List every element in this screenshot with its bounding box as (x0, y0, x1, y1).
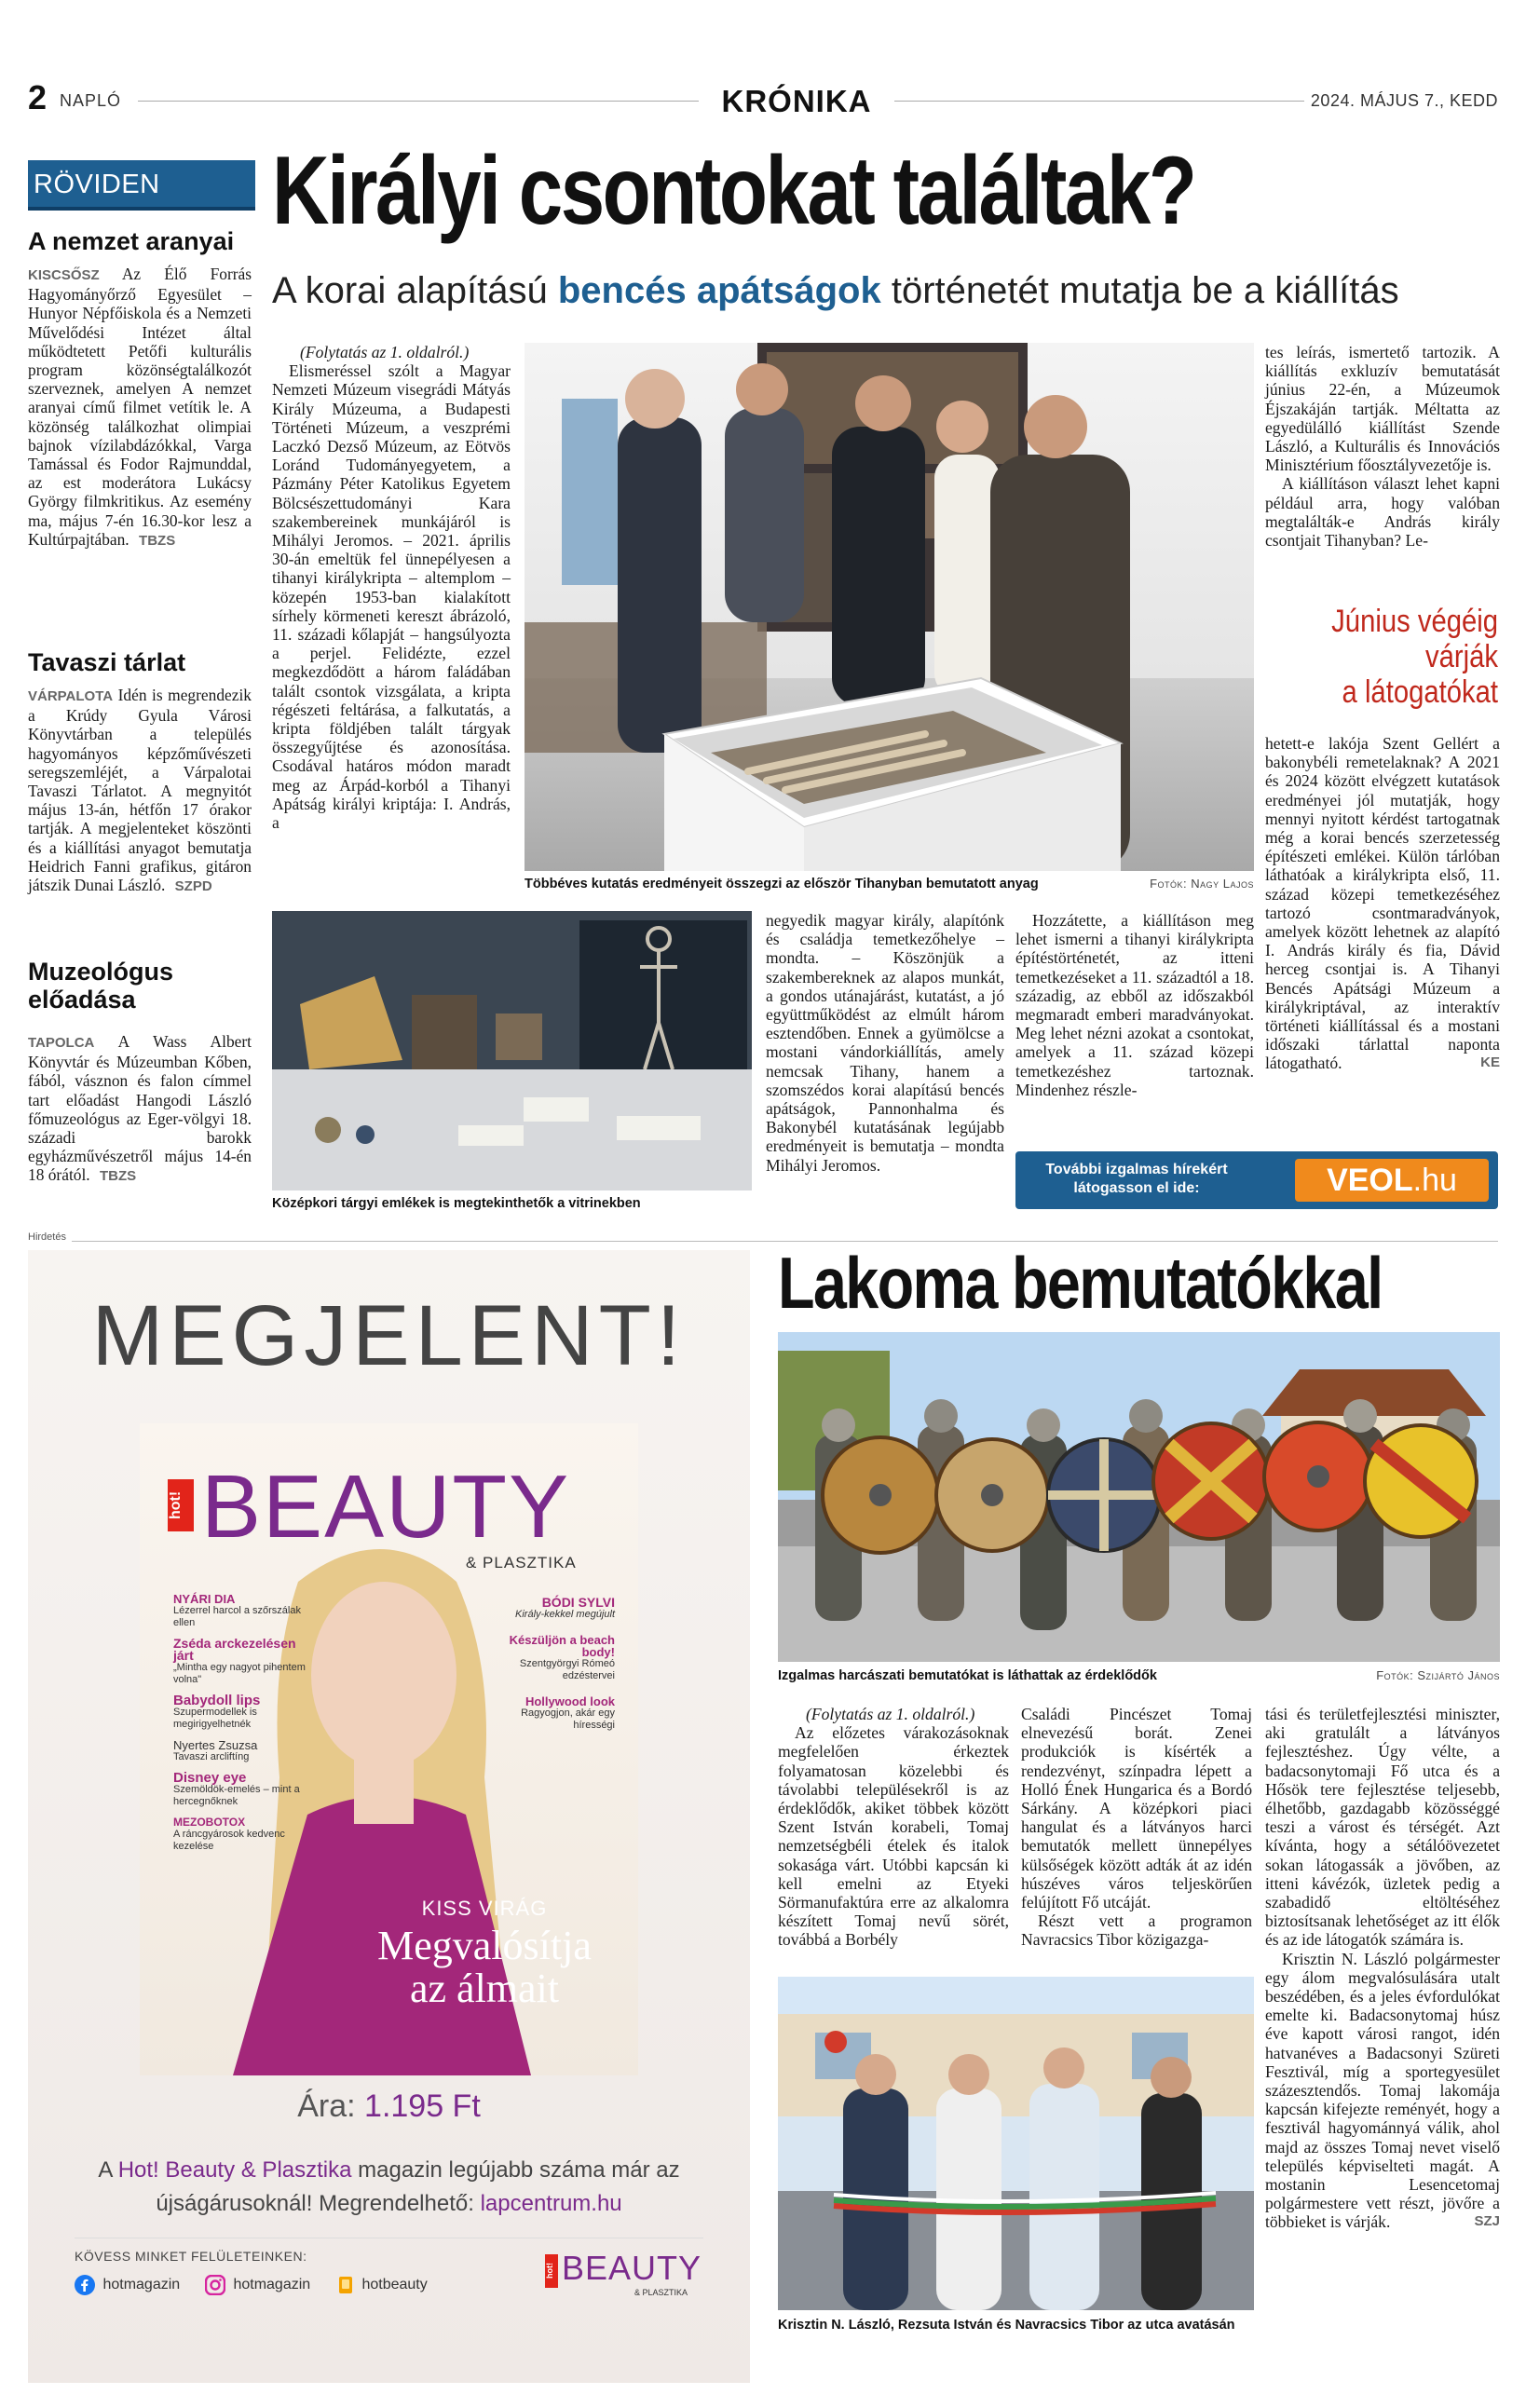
brief-heading-2: Tavaszi tárlat (28, 648, 186, 676)
footer-logo-plasztika: & PLASZTIKA (634, 2288, 688, 2297)
ad-description (84, 2154, 694, 2221)
brief-body-1: Az Élő Forrás Hagyományőrző Egyesület – Hunyor Népfőiskola és a Nemzeti Művelődési Intézet által működtetett Petőfi kulturális program közönségtalálkozót szerveznek, amelyen A nemzet aranyai című filmet vetítik le. A közönség találkozhat olimpiai bajnok vízilabdázókkal, Varga Tamással és Fodor Rajmunddal, az est moderátora Lukácsy György filmkritikus. Az esemény ma, május 7-én 16.30-kor lesz a Kultúrpajtában. (28, 265, 252, 549)
header-rule-left (138, 101, 699, 102)
cover-plasztika: & PLASZTIKA (466, 1554, 577, 1571)
pullquote-line2: várják (1424, 639, 1498, 674)
hotbeauty-link[interactable] (337, 2275, 428, 2295)
article2-col3-text: tási és területfejlesztési miniszter, aki gratulált a látványos fejlesztéshez. Úgy vélte, a badacsonytomaji Fő utca és a Hősök tere fejlesztése teljesebb, élhetőbb, gazdagabb közösséggé teszi a várost és térségét. Azt kívánta, hogy a sétálóövezetet sokan látogassák a jövőben, az itteni kávézók, üzletek pedig a szabadidő eltöltéséhez biztosítsanak lehetőséget az itt élők és az ide látogatók számára is. (1265, 1705, 1500, 1950)
header-rule-right (894, 101, 1304, 102)
page-number: 2 (28, 78, 48, 116)
price-value: 1.195 Ft (364, 2088, 481, 2124)
brief-signature-2: SZPD (174, 878, 212, 895)
desc-brand: Hot! Beauty & Plasztika (117, 2157, 352, 2183)
instagram-handle: hotmagazin (233, 2277, 311, 2292)
ribbon-cutting-photo (778, 1977, 1254, 2310)
cover-left-text-3: Szupermodellek is megirigyelhetnék (173, 1707, 257, 1730)
vitrine-photo (272, 911, 752, 1190)
cover-left-text-2: „Mintha egy nagyot pihentem volna" (173, 1662, 306, 1685)
subhead-highlight: bencés apátságok (557, 270, 881, 311)
article2-continuation: (Folytatás az 1. oldalról.) (806, 1705, 975, 1723)
cover-left-title-5: Disney eye (173, 1770, 247, 1786)
ad-label: Hirdetés (28, 1231, 72, 1243)
sidebar-title: RÖVIDEN (34, 170, 160, 199)
magazine-cover (140, 1423, 638, 2075)
article1-subhead (272, 270, 1399, 312)
pullquote-line3: a látogatókat (1342, 674, 1498, 710)
price-label: Ára: (297, 2088, 356, 2124)
veol-logo[interactable] (1295, 1159, 1489, 1202)
cover-left-items (173, 1593, 313, 1853)
cover-right-title-3: Hollywood look (525, 1694, 615, 1708)
brief-text-3 (28, 1032, 252, 1187)
article1-col4-bottom (1265, 734, 1500, 1073)
sidebar-title-box (28, 160, 255, 211)
hotbeauty-handle: hotbeauty (361, 2277, 428, 2292)
subhead-part1: A korai alapítású (272, 270, 548, 311)
article2-photo2-caption: Krisztin N. László, Rezsuta István és Navracsics Tibor az utca avatásán (778, 2318, 1235, 2333)
facebook-handle: hotmagazin (102, 2277, 181, 2292)
instagram-link[interactable] (205, 2275, 310, 2295)
desc-mid: magazin legújabb száma már az újságárusoknál! Megrendelhető: (156, 2157, 680, 2216)
article1-col3-text: Hozzátette, a kiállításon meg lehet ismerni a tihanyi királykripta építéstörténetét, az itteni temetkezéseket a 11. századtól a 18. századig, az ebből az időszakból megmaradt emberi maradványokat. Meg lehet nézni azokat a csontokat, amelyek a 11. század közepi temetkezéshez tartoznak. Mindenhez részle- (1015, 911, 1254, 1099)
footer-logo-beauty: BEAUTY (562, 2249, 702, 2287)
veol-tld: .hu (1412, 1163, 1457, 1198)
vitrine-scene (272, 911, 752, 1190)
cover-right-text-3: Ragyogjon, akár egy hírességi (521, 1707, 615, 1731)
section-title: KRÓNIKA (721, 84, 872, 118)
photo2-caption: Középkori tárgyi emlékek is megtekinthetők a vitrinekben (272, 1196, 641, 1211)
paper-name: NAPLÓ (60, 91, 122, 110)
brief-location-1: KISCSŐSZ (28, 267, 100, 283)
pullquote (1265, 604, 1498, 710)
cover-beauty: BEAUTY (201, 1457, 571, 1557)
facebook-link[interactable] (75, 2275, 180, 2295)
cover-right-title-2: Készüljön a beach body! (509, 1633, 615, 1659)
cover-left-text-6: A ráncgyárosok kedvenc kezelése (173, 1829, 285, 1852)
order-link[interactable]: lapcentrum.hu (480, 2191, 622, 2216)
viking-shields-photo (778, 1332, 1500, 1662)
hotbeauty-icon (337, 2275, 354, 2295)
ribbon-scene (778, 1977, 1254, 2310)
cover-left-title-6: MEZOBOTOX (173, 1816, 246, 1829)
museum-exhibit-photo (525, 343, 1254, 871)
article1-continuation: (Folytatás az 1. oldalról.) (300, 343, 470, 361)
follow-label: KÖVESS MINKET FELÜLETEINKEN: (75, 2249, 307, 2264)
article1-headline: Királyi csontokat találtak? (272, 137, 1195, 245)
article1-col4-bottom-text: hetett-e lakója Szent Gellért a bakonybéli remetelaknak? A 2021 és 2024 között elvégzett kutatások eredményei jól mutatják, hogy mennyi nyitott kérdést tartogatnak még a korai bencés szerzetesség építészeti emlékei. Külön tárlóban láthatóak a királykripta első, 11. század közepi temetkezéséhez tartozó csontmaradványok, amelyek között lehetnek az alapító I. András király és fia, Dávid herceg csontjai is. A Tihanyi Bencés Apátsági Múzeum a királykriptával, az interaktív történeti kiállítással és a mostani időszaki tárlattal naponta látogatható. (1265, 734, 1500, 1073)
social-links (75, 2275, 522, 2303)
veol-text-line2: látogasson el ide: (1073, 1180, 1200, 1196)
veol-brand: VEOL (1327, 1163, 1413, 1198)
article2-col2b-text: Részt vett a programon Navracsics Tibor közigazga- (1021, 1911, 1252, 1950)
photo1-credit: Fotók: Nagy Lajos (1150, 877, 1254, 891)
article1-col4-top: tes leírás, ismertető tartozik. A kiállítás exkluzív bemutatását június 22-én, a Múzeumok Éjszakáján tartják. Méltatta az egyedülálló kiállítást Szende László, a Kulturális és Innovációs Minisztérium főosztályvezetője is. (1265, 343, 1500, 475)
brief-signature-3: TBZS (100, 1168, 137, 1185)
brief-heading-1: A nemzet aranyai (28, 227, 235, 255)
veol-text-line1: További izgalmas hírekért (1045, 1162, 1228, 1177)
article2-col2 (1021, 1705, 1252, 1950)
desc-pre: A (98, 2157, 113, 2183)
article2-photo1-credit: Fotók: Szijártó János (1376, 1668, 1500, 1682)
ad-footer-logo (545, 2249, 713, 2299)
cover-left-title-2: Zséda arckezelésen járt (173, 1636, 296, 1663)
photo1-caption: Többéves kutatás eredményeit összegzi az először Tihanyban bemutatott anyag (525, 877, 1039, 891)
article2-col1-text: Az előzetes várakozásoknak megfelelően érkeztek folyamatosan közelebbi és távolabbi településekről is az érdeklődők, akiket többek között Szent István korabeli, Tomaj nemzetségbéli ételek és italok sokasága várt. Utóbbi kapcsán ki kell emelni az Etyeki Sörmanufaktúra erre az alkalomra készített Tomaj nevű sörét, továbbá a Borbély (778, 1723, 1009, 1950)
article1-col1 (272, 343, 511, 832)
veol-banner[interactable] (1015, 1151, 1498, 1209)
cover-right-text-1: Király-kekkel megújult (515, 1609, 615, 1620)
cover-left-text-1: Lézerrel harcol a szőrszálak ellen (173, 1605, 301, 1628)
facebook-icon (75, 2275, 95, 2295)
cover-star-name: KISS VIRÁG (421, 1897, 548, 1920)
pullquote-line1: Június végéig (1331, 604, 1498, 639)
cover-quote-line1: Megvalósítja (377, 1923, 592, 1968)
article2-headline: Lakoma bemutatókkal (778, 1242, 1383, 1324)
brief-body-2: Idén is megrendezik a Krúdy Gyula Városi Könyvtárban a település hagyományos képzőművészeti seregszemléjét, a Várpalotai Tavaszi Tárlatot. A megnyitót május 13-án, hétfőn 17 órakor tartják. A megjelenteket köszönti és a kiállítási anyagot bemutatja Heidrich Fanni grafikus, gitáron játszik Dunai László. (28, 686, 252, 895)
brief-heading-3: Muzeológus előadása (28, 958, 173, 1014)
article2-photo1-caption: Izgalmas harcászati bemutatókat is láthattak az érdeklődők (778, 1668, 1157, 1683)
cover-left-title-4: Nyertes Zsuzsa (173, 1738, 258, 1752)
article1-col4 (1265, 343, 1500, 550)
article2-signature: SZJ (1474, 2213, 1500, 2230)
veol-banner-text (1015, 1161, 1258, 1198)
brief-location-3: TAPOLCA (28, 1035, 95, 1051)
subhead-part3: történetét mutatja be a kiállítás (891, 270, 1399, 311)
article2-col3 (1265, 1705, 1500, 2232)
cover-right-title-1: BÓDI SYLVI (541, 1595, 615, 1610)
brief-text-2 (28, 686, 252, 896)
sidebar-briefs (28, 160, 255, 1222)
instagram-icon (205, 2275, 225, 2295)
article1-col4-top2: A kiállításon választ lehet kapni például arra, hogy valóban megtalálták-e András király csontjait Tihanyban? Le- (1265, 474, 1500, 551)
article1-col3 (1015, 911, 1254, 1099)
brief-signature-1: TBZS (139, 532, 176, 549)
ad-headline: MEGJELENT! (91, 1288, 687, 1383)
cover-left-text-5: Szemöldök-emelés – mint a hercegnőknek (173, 1784, 300, 1807)
cover-star-quote (345, 1925, 624, 2010)
brief-text-1 (28, 265, 252, 551)
article2-col2-text: Családi Pincészet Tomaj elnevezésű borát. Zenei produkciók is kísérték a rendezvényt, színpadra lépett a Holló Ének Hungarica és a Bordó Sárkány. A középkori piaci hangulat és a látványos harci bemutatók mellett ünnepélyes külsőségek között adták át az idén húszéves város teljeskörűen felújított Fő utcáját. (1021, 1705, 1252, 1912)
cover-left-title-1: NYÁRI DIA (173, 1592, 236, 1606)
cover-left-text-4: Tavaszi arcliftíng (173, 1751, 250, 1762)
cover-right-text-2: Szentgyörgyi Rómeó edzéstervei (519, 1658, 615, 1681)
exhibit-scene (525, 343, 1254, 871)
cover-hot: hot! (168, 1479, 194, 1531)
article1-col2 (766, 911, 1004, 1175)
cover-quote-line2: az álmait (409, 1966, 559, 2011)
article1-signature: KE (1480, 1054, 1500, 1071)
article2-col3b-text: Krisztin N. László polgármester egy álom megvalósulására utalt beszédében, és a jeles évfordulókat emelte ki. Badacsonytomaj húsz éve kapott városi rangot, idén hatvanéves a Badacsonyi Szüreti Fesztivál, míg a sportegyesület százesztendős. Tomaj lakomája kapcsán kifejezte reményét, hogy a fesztivál hagyománnyá válik, ahol majd az összes Tomaj nevet viselő település képviselteti magát. A mostanin Lesencetomaj polgármestere vett részt, jövőre a többieket is várják. (1265, 1949, 1500, 2232)
cover-left-title-3: Babydoll lips (173, 1693, 261, 1708)
footer-logo-hot: hot! (545, 2254, 558, 2288)
page-header (28, 78, 1498, 121)
magazine-ad[interactable] (28, 1250, 750, 2383)
cover-right-items (494, 1597, 615, 1732)
article1-col1-text: Elismeréssel szólt a Magyar Nemzeti Múzeum visegrádi Mátyás Király Múzeuma, a Budapesti Történeti Múzeum, a veszprémi Laczkó Dezső Múzeum, az Eötvös Loránd Tudományegyetem, a Pázmány Péter Katolikus Egyetem Bölcsészettudományi Kara szakembereinek munkájáról is Mihályi Jeromos. – 2021. április 30-án emeltük fel ünnepélyesen a tihanyi királykripta – altemplom – közepén 1953-ban kialakított sírhely körmeneti kereszt ábrázoló, 11. századi kőlapját – hangsúlyozta a perjel. Felidézte, ezzel megkezdődött a három faládában talált csontok vizsgálata, a kripta régészeti feltárása, a falkutatás, a kripta földjében talált tárgyak összegyűjtése és azonosítása. Csodával határos módon maradt meg az Árpád-korból a Tihanyi Apátság királyi kriptája: I. András, a (272, 361, 511, 833)
article2-col1 (778, 1705, 1009, 1950)
ad-price (28, 2088, 750, 2125)
article1-col2-text: negyedik magyar király, alapítónk és családja temetkezőhelye – mondta. – Köszönjük a szakembereknek az alapos munkát, a gondos utánajárást, kutatást, a jó együttműködést az elmúlt három esztendőben. Ennek a gyümölcse a mostani vándorkiállítás, amely nemcsak Tihany, hanem a szomszédos korai alapítású bencés apátságok, Pannonhalma és Bakonybél kutatásának legújabb eredményeit is bemutatja – mondta Mihályi Jeromos. (766, 911, 1004, 1175)
brief-body-3: A Wass Albert Könyvtár és Múzeumban Kőben, fából, vásznon és falon címmel tart előadást Hangodi László főmuzeológus az Eger-völgyi 18. századi barokk egyházművészetről május 14-én 18 órától. (28, 1032, 252, 1185)
date: 2024. MÁJUS 7., KEDD (1310, 91, 1498, 110)
brief-location-2: VÁRPALOTA (28, 688, 114, 704)
reenactment-scene (778, 1332, 1500, 1662)
